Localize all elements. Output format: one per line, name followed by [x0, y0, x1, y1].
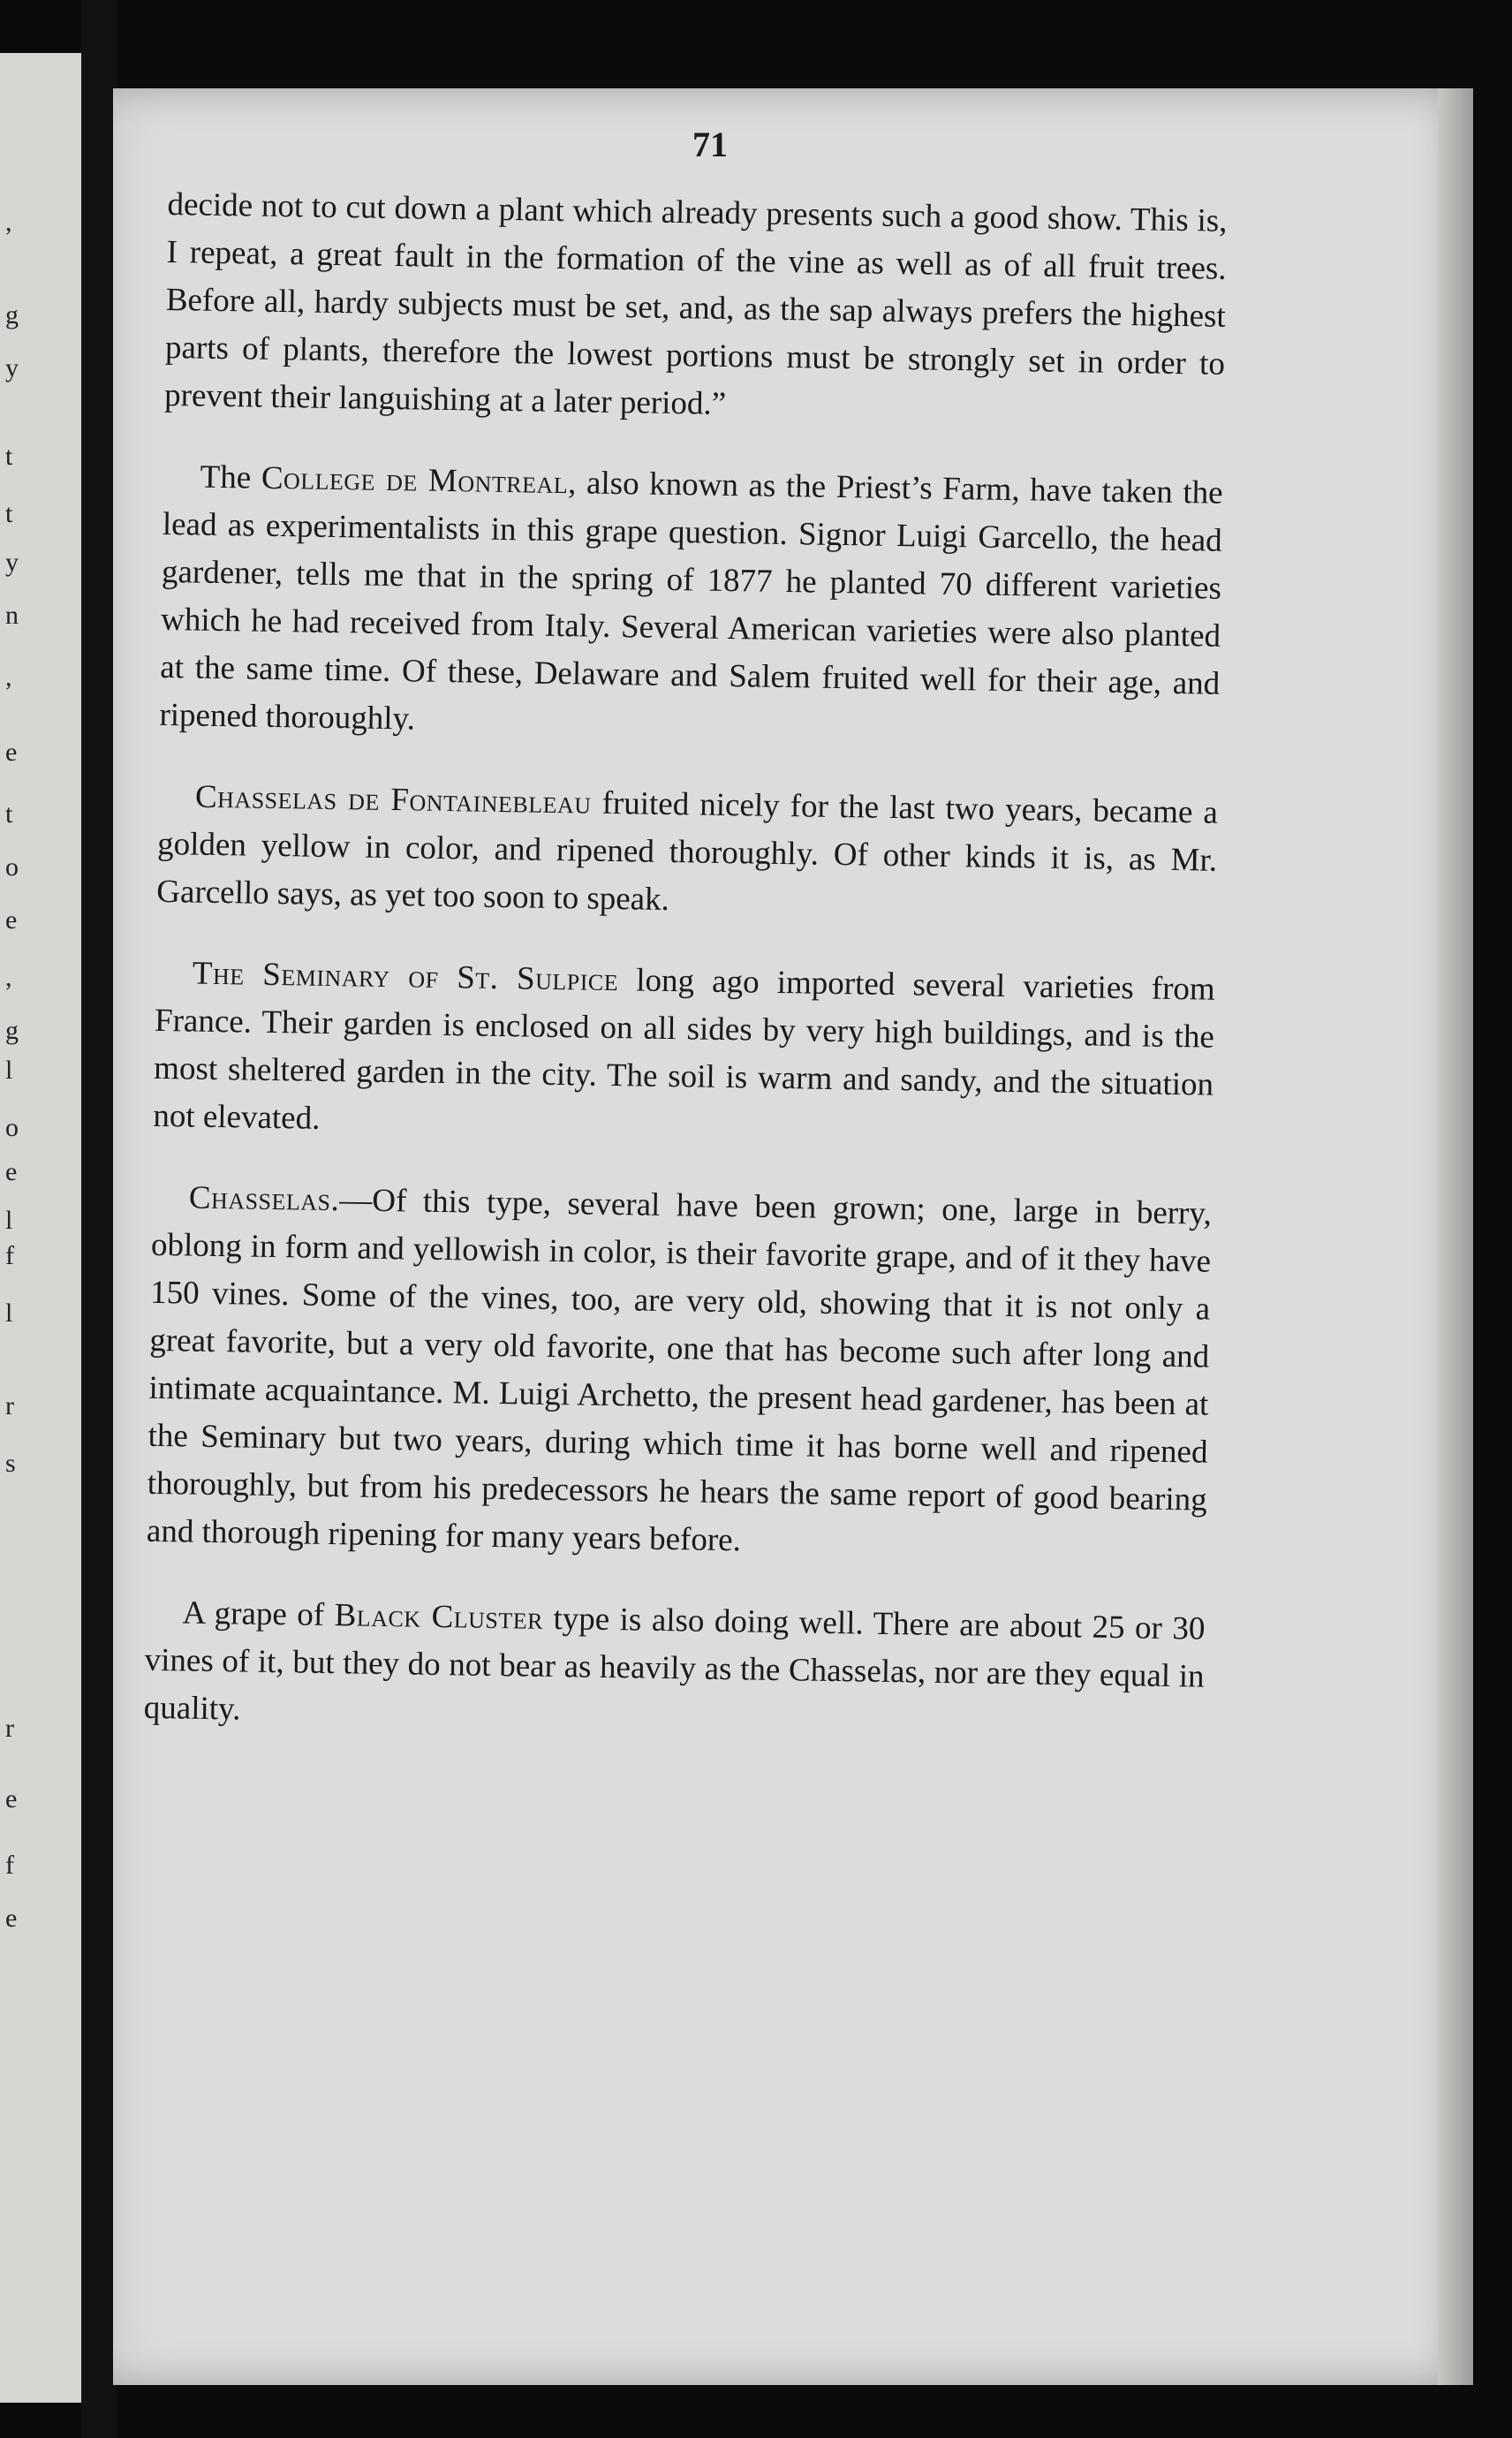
- page-edge: [1438, 88, 1473, 2385]
- paragraph: [164, 181, 1228, 436]
- margin-letter: g: [5, 1016, 19, 1045]
- paragraph: [143, 1589, 1205, 1749]
- paragraph-text: , also known as the Priest’s Farm, have taken the lead as experimentalists in this grape question. Signor Luigi Garcello, the head gardener, tells me that in the spring of 1877 he planted 70 different varieties which he had received from Italy. Several American varieties were also planted at the same time. Of these, Delaware and Salem fruited well for their age, and ripened thoroughly.: [159, 465, 1223, 738]
- margin-letter: o: [5, 852, 19, 882]
- margin-letter: t: [5, 799, 13, 829]
- paragraph-text: A grape of: [182, 1594, 336, 1634]
- adjacent-page-strip: [0, 53, 81, 2403]
- margin-letter: l: [5, 1206, 13, 1235]
- margin-letter: y: [5, 353, 19, 382]
- margin-letter: n: [5, 601, 19, 630]
- paragraph: [153, 950, 1215, 1157]
- paragraph-text: long ago imported several varieties from France. Their garden is enclosed on all sides by very high buildings, and is the most sheltered garden in the city. The soil is warm and sandy, and the situation not elevated.: [153, 962, 1216, 1137]
- margin-letter: f: [5, 1851, 14, 1880]
- margin-letter: t: [5, 499, 13, 528]
- small-caps-heading: Black Cluster: [334, 1597, 544, 1637]
- page-body-text: [143, 181, 1228, 1783]
- margin-letter: l: [5, 1056, 13, 1085]
- paragraph-text: —Of this type, several have been grown; one, large in berry, oblong in form and yellowish in color, is their favorite grape, and of it they have 150 vines. Some of the vines, too, are very old, showing that it is not only a great favorite, but a very old favorite, one that has become such after long and intimate acquaintance. M. Luigi Archetto, the present head gardener, has been at the Seminary but two years, during which time it has borne well and ripened thoroughly, but from his predecessors he hears the same report of good bearing and thorough ripening for many years before.: [146, 1182, 1213, 1559]
- margin-letter: g: [5, 300, 19, 329]
- margin-letter: ,: [5, 662, 12, 692]
- margin-letter: e: [5, 905, 18, 935]
- margin-letter: s: [5, 1449, 16, 1478]
- paragraph-text: decide not to cut down a plant which already presents such a good show. This is, I repeat, a great fault in the formation of the vine as well as of all fruit trees. Before all, hardy subjects must be set, and, as the sap always prefers the highest parts of plants, therefore the lowest portions must be strongly set in order to prevent their languishing at a later period.”: [163, 186, 1228, 422]
- small-caps-heading: Chasselas.: [188, 1179, 340, 1219]
- margin-letter: e: [5, 1157, 18, 1186]
- margin-letter: ,: [5, 963, 12, 992]
- margin-letter: e: [5, 1784, 18, 1813]
- margin-letter: r: [5, 1391, 14, 1420]
- paragraph-text: fruited nicely for the last two years, became a golden yellow in color, and ripened thoroughly. Of other kinds it is, as Mr. Garcello says, as yet too soon to speak.: [156, 784, 1219, 919]
- margin-letter: e: [5, 738, 18, 767]
- page-number: 71: [692, 125, 728, 164]
- small-caps-heading: College de Montreal: [261, 459, 569, 502]
- margin-letter: r: [5, 1714, 14, 1743]
- book-gutter: [81, 0, 117, 2438]
- margin-letter: t: [5, 442, 13, 471]
- paragraph-text: type is also doing well. There are about 25 or 30 vines of it, but they do not bear as heavily as the Chasselas, nor are they equal in quality.: [143, 1600, 1206, 1728]
- small-caps-heading: The Seminary of St. Sulpice: [192, 955, 619, 999]
- margin-letter: ,: [5, 208, 12, 237]
- margin-letter: l: [5, 1298, 13, 1328]
- small-caps-heading: Chasselas de Fontainebleau: [194, 778, 592, 822]
- paragraph-text: The: [200, 458, 262, 496]
- paragraph: [156, 773, 1218, 933]
- margin-letter: o: [5, 1113, 19, 1142]
- paragraph: [159, 453, 1223, 756]
- paragraph: [147, 1174, 1213, 1572]
- margin-letter: y: [5, 548, 19, 577]
- margin-letter: f: [5, 1241, 14, 1270]
- margin-letter: e: [5, 1904, 18, 1933]
